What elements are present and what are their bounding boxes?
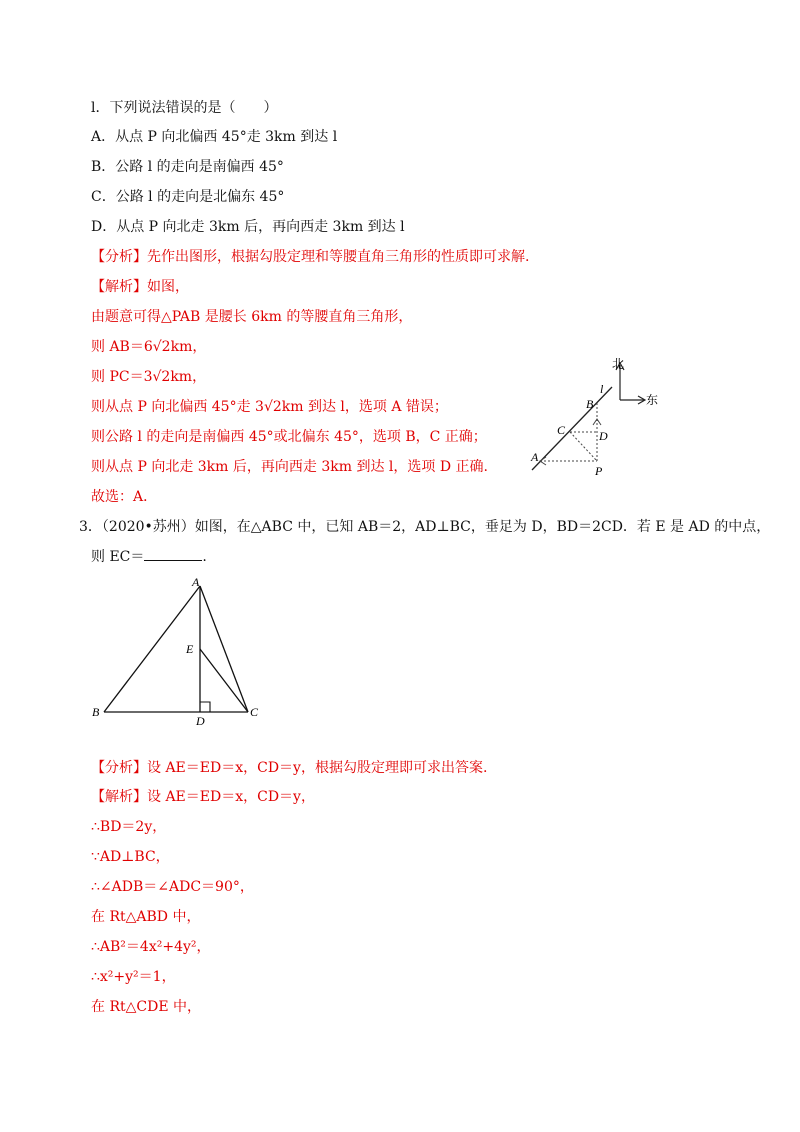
- label-d: D: [599, 429, 608, 443]
- q3-stem-prefix: 则 EC＝: [91, 549, 145, 565]
- label-p: P: [595, 464, 603, 478]
- q3-figure: [88, 572, 268, 727]
- label-d: D: [196, 714, 205, 727]
- q2-solution-head: 【解析】如图，: [91, 279, 189, 295]
- answer-blank: [144, 548, 202, 561]
- north-label: 北: [612, 357, 625, 371]
- q2-option-b: B．公路 l 的走向是南偏西 45°: [91, 159, 284, 175]
- label-b: B: [92, 705, 100, 719]
- label-a: A: [192, 575, 200, 589]
- q3-solution-line: 在 Rt△CDE 中，: [91, 999, 201, 1015]
- q2-figure: [520, 355, 670, 485]
- q2-solution-line: 则 PC＝3√2km，: [91, 369, 207, 385]
- q2-option-d: D．从点 P 向北走 3km 后，再向西走 3km 到达 l: [91, 219, 405, 235]
- q2-option-a: A．从点 P 向北偏西 45°走 3km 到达 l: [91, 129, 338, 145]
- q3-stem-line2: [91, 548, 207, 566]
- q3-solution-line: ∴BD＝2y，: [91, 819, 167, 835]
- label-e: E: [186, 642, 194, 656]
- q2-solution-line: 由题意可得△PAB 是腰长 6km 的等腰直角三角形，: [91, 309, 413, 325]
- east-label: 东: [646, 393, 659, 407]
- q2-option-c: C．公路 l 的走向是北偏东 45°: [91, 189, 285, 205]
- q2-solution-line: 则从点 P 向北走 3km 后，再向西走 3km 到达 l，选项 D 正确.: [91, 459, 488, 475]
- q2-solution-line: 则 AB＝6√2km，: [91, 339, 207, 355]
- label-b: B: [586, 397, 594, 411]
- side-ac: [200, 586, 248, 712]
- q3-solution-line: ∴x²+y²＝1，: [91, 969, 176, 985]
- q2-solution-line: 则从点 P 向北偏西 45°走 3√2km 到达 l，选项 A 错误；: [91, 399, 448, 415]
- q3-analysis: 【分析】设 AE＝ED＝x，CD＝y，根据勾股定理即可求出答案.: [91, 760, 488, 776]
- q2-analysis: 【分析】先作出图形，根据勾股定理和等腰直角三角形的性质即可求解.: [91, 249, 530, 265]
- label-c: C: [557, 423, 566, 437]
- q3-stem: 3．（2020•苏州）如图，在△ABC 中，已知 AB＝2，AD⊥BC，垂足为 D，BD＝2CD．若 E 是 AD 的中点，: [79, 519, 771, 535]
- segment-cp: [570, 432, 597, 461]
- q3-solution-line: ∴∠ADB＝∠ADC＝90°，: [91, 879, 254, 895]
- q3-solution-line: 在 Rt△ABD 中，: [91, 909, 201, 925]
- q2-stem: l．下列说法错误的是（ ）: [91, 100, 278, 116]
- q3-solution-line: ∵AD⊥BC，: [91, 849, 170, 865]
- q3-stem-end: .: [202, 549, 207, 565]
- q2-answer: 故选：A．: [91, 489, 158, 505]
- q2-solution-line: 则公路 l 的走向是南偏西 45°或北偏东 45°，选项 B，C 正确；: [91, 429, 487, 445]
- right-angle-mark: [200, 702, 210, 712]
- q3-solution-line: ∴AB²＝4x²+4y²，: [91, 939, 211, 955]
- label-a: A: [531, 450, 539, 464]
- label-c: C: [250, 705, 259, 719]
- label-l: l: [600, 382, 604, 396]
- q3-solution-head: 【解析】设 AE＝ED＝x，CD＝y，: [91, 789, 315, 805]
